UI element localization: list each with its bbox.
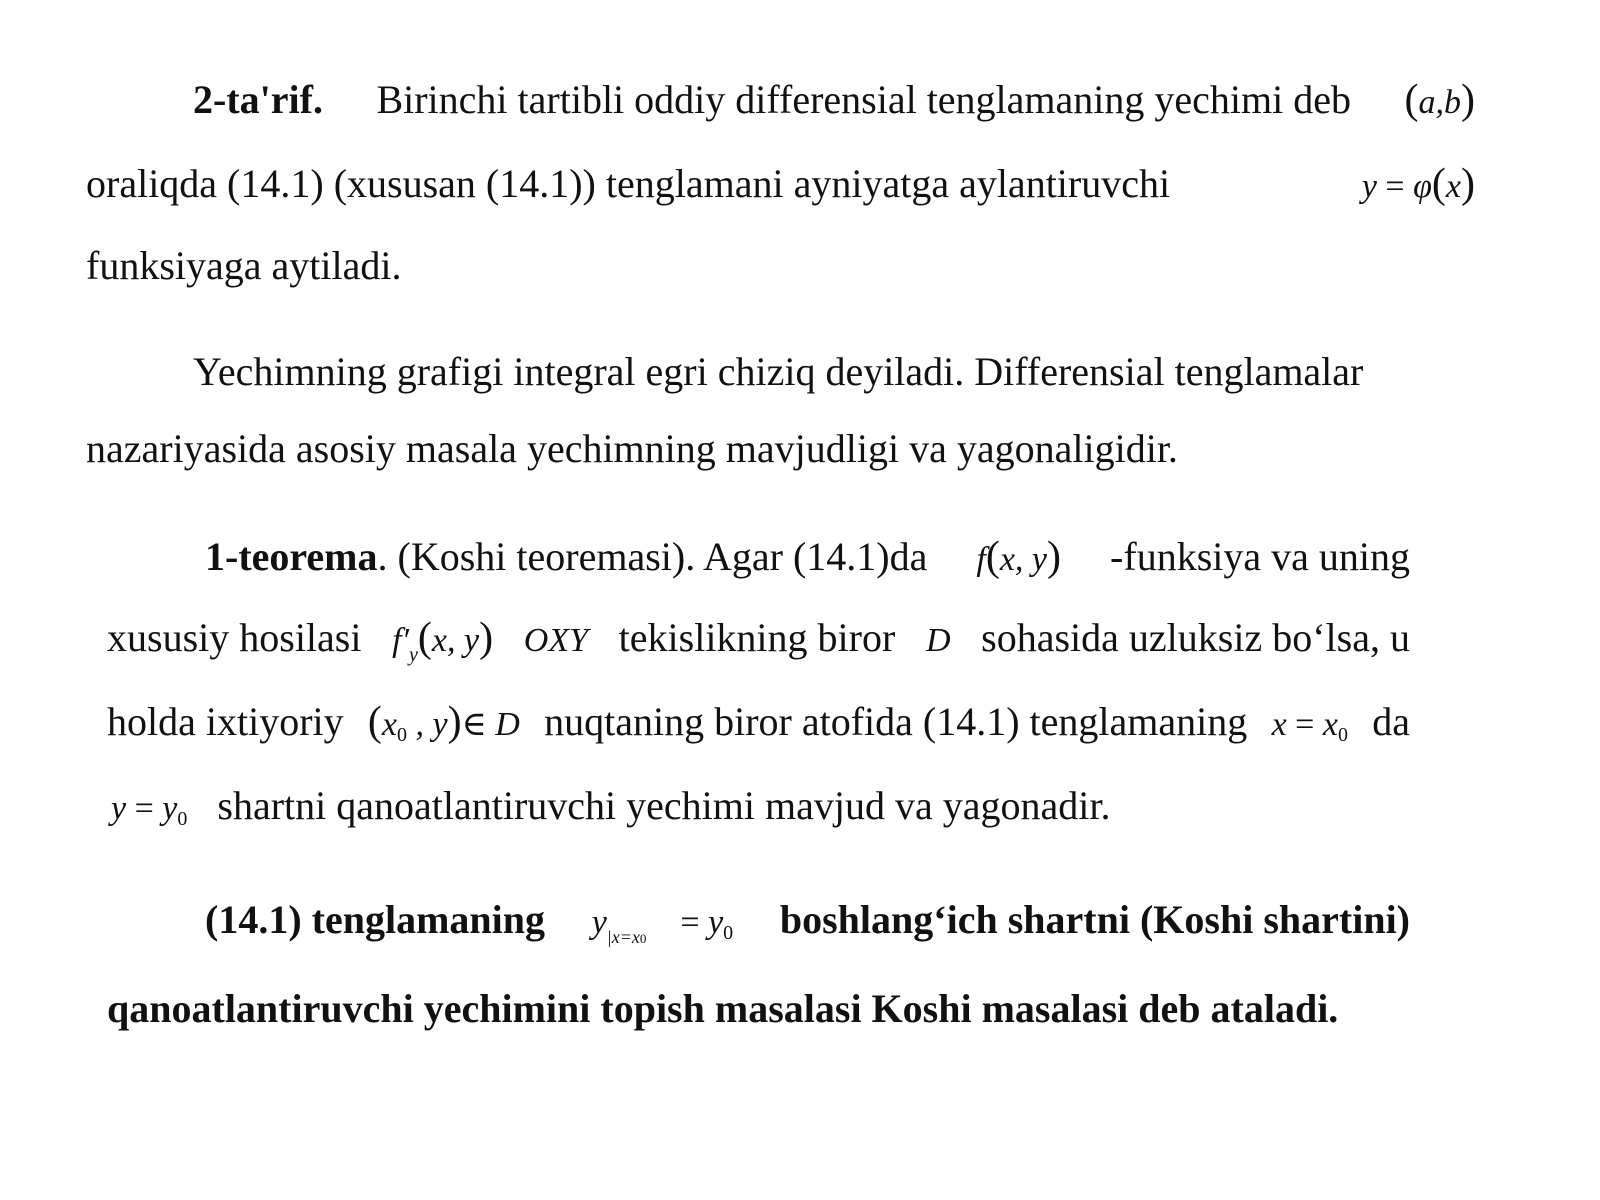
- theorem-text-2b: tekislikning biror: [618, 615, 896, 660]
- interval-formula: (a,b): [1404, 77, 1475, 123]
- theorem-text-1a: . (Koshi teoremasi). Agar (14.1)da: [377, 534, 928, 579]
- partial-derivative-formula: $f'_y(x$, y): [392, 615, 494, 666]
- theorem-line-4: [111, 782, 1110, 833]
- definition-line-2: [86, 160, 1475, 211]
- theorem-text-3a: holda ixtiyoriy: [107, 699, 344, 744]
- remark-text-1: Yechimning grafigi integral egri chiziq deyiladi. Differensial tenglamalar: [193, 349, 1364, 394]
- theorem-text-2c: sohasida uzluksiz bo‘lsa, u: [981, 615, 1410, 660]
- theorem-label: 1-teorema: [205, 534, 378, 579]
- remark-line-1: [193, 348, 1475, 396]
- f-formula: f(x, y): [976, 534, 1062, 580]
- remark-line-2: [86, 425, 1178, 473]
- definition-text-1: Birinchi tartibli oddiy differensial tenglamaning yechimi deb: [376, 77, 1352, 122]
- cauchy-line-1: [205, 896, 1410, 947]
- theorem-text-4: shartni qanoatlantiruvchi yechimi mavjud va yagonadir.: [217, 783, 1111, 828]
- definition-line-1: [193, 76, 1475, 127]
- definition-text-2: oraliqda (14.1) (xususan (14.1)) tenglamani ayniyatga aylantiruvchi: [86, 161, 1171, 206]
- definition-line-3: [86, 242, 401, 290]
- y-condition-formula: $y = y_0$: [111, 790, 188, 830]
- definition-text-3: funksiyaga aytiladi.: [86, 243, 402, 288]
- theorem-line-2: [107, 614, 1410, 665]
- theorem-text-2a: xususiy hosilasi: [107, 615, 362, 660]
- remark-text-2: nazariyasida asosiy masala yechimning mavjudligi va yagonaligidir.: [86, 426, 1178, 471]
- oxy-formula: OXY: [523, 622, 588, 659]
- theorem-line-3: [107, 698, 1410, 749]
- cauchy-text-1b: boshlang‘ich shartni (Koshi shartini): [779, 897, 1410, 942]
- function-formula: y = φ(x): [1361, 161, 1475, 207]
- initial-condition-formula: $y_{|x=x0} = y_0$: [591, 904, 734, 947]
- definition-label: 2-ta'rif.: [193, 77, 323, 122]
- theorem-text-1b: -funksiya va uning: [1110, 534, 1410, 579]
- cauchy-text-2: qanoatlantiruvchi yechimini topish masalasi Koshi masalasi deb ataladi.: [107, 986, 1339, 1031]
- cauchy-line-2: [107, 985, 1338, 1033]
- domain-formula: D: [925, 622, 951, 659]
- theorem-text-3c: da: [1372, 699, 1410, 744]
- theorem-line-1: [205, 533, 1410, 584]
- cauchy-text-1a: (14.1) tenglamaning: [205, 897, 545, 942]
- theorem-text-3b: nuqtaning biror atofida (14.1) tenglamaning: [544, 699, 1248, 744]
- point-formula: ($x_0$ , y)∈ D: [367, 699, 520, 746]
- x-condition-formula: $x = x_0$: [1271, 706, 1348, 746]
